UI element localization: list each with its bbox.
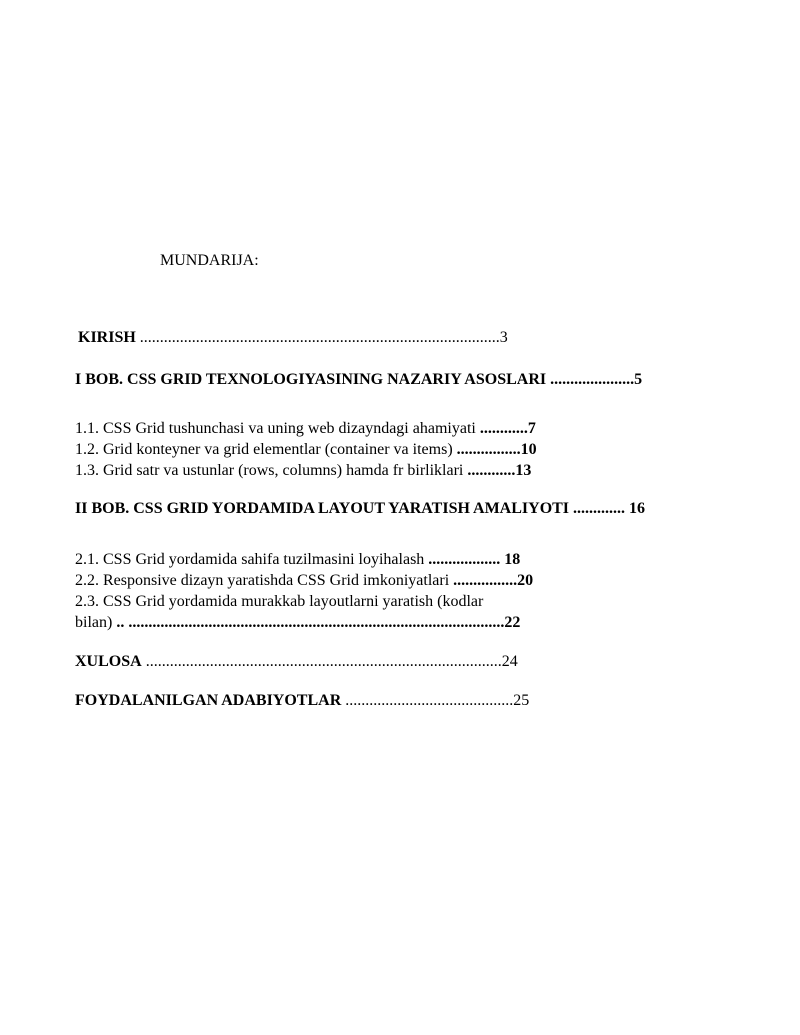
toc-entry-title: I BOB. CSS GRID TEXNOLOGIYASINING NAZARIY ASOSLARI (75, 371, 547, 388)
toc-entry-title: 1.1. CSS Grid tushunchasi va uning web dizayndagi ahamiyati (75, 420, 476, 437)
toc-heading: MUNDARIJA: (160, 252, 259, 269)
toc-entry-title: 2.1. CSS Grid yordamida sahifa tuzilmasini loyihalash (75, 551, 425, 568)
toc-entry-2-2[interactable] (75, 571, 533, 591)
toc-leader-dots: ............ (475, 420, 528, 437)
toc-leader-dots: .......................................................................................... (135, 329, 500, 346)
toc-leader-dots: .. .............................................................................................. (112, 614, 505, 631)
toc-page-number: 10 (520, 441, 537, 458)
toc-entry-2-1[interactable] (75, 550, 520, 570)
toc-page-number: 24 (501, 653, 518, 670)
toc-leader-dots: ............. (569, 500, 626, 517)
toc-leader-dots: ............ (463, 462, 516, 479)
toc-entry-title: 1.2. Grid konteyner va grid elementlar (container va items) (75, 441, 453, 458)
toc-entry-title: 1.3. Grid satr va ustunlar (rows, columns) hamda fr birliklari (75, 462, 464, 479)
toc-leader-dots: ................ (452, 441, 521, 458)
toc-leader-dots: ................ (449, 572, 518, 589)
toc-entry-title: XULOSA (75, 653, 142, 670)
toc-entry-title: FOYDALANILGAN ADABIYOTLAR (75, 692, 342, 709)
toc-leader-dots: ......................................................................................... (141, 653, 502, 670)
toc-page-number: 7 (527, 420, 536, 437)
toc-entry-2-3-continued[interactable] (75, 613, 520, 633)
toc-entry-foydalanilgan-adabiyotlar[interactable] (75, 691, 529, 711)
toc-entry-2-3[interactable] (75, 592, 483, 612)
toc-entry-title: 2.3. CSS Grid yordamida murakkab layoutlarni yaratish (kodlar (75, 593, 484, 610)
toc-leader-dots: .......................................... (341, 692, 514, 709)
toc-leader-dots: ..................... (546, 371, 635, 388)
toc-entry-xulosa[interactable] (75, 652, 518, 672)
toc-page-number: 16 (625, 500, 646, 517)
toc-page-number: 3 (499, 329, 508, 346)
toc-entry-kirish[interactable] (78, 328, 508, 348)
toc-entry-1-2[interactable] (75, 440, 537, 460)
toc-entry-1-1[interactable] (75, 419, 536, 439)
toc-entry-title: 2.2. Responsive dizayn yaratishda CSS Grid imkoniyatlari (75, 572, 450, 589)
toc-entry-bob2[interactable] (75, 499, 645, 519)
toc-page-number: 20 (517, 572, 534, 589)
toc-page-number: 13 (515, 462, 532, 479)
toc-entry-title: KIRISH (78, 329, 136, 346)
toc-leader-dots: .................. (424, 551, 501, 568)
toc-entry-bob1[interactable] (75, 370, 642, 390)
toc-page-number: 25 (513, 692, 530, 709)
toc-entry-title-continued: bilan) (75, 614, 113, 631)
toc-page-number: 5 (634, 371, 643, 388)
toc-entry-title: II BOB. CSS GRID YORDAMIDA LAYOUT YARATISH AMALIYOTI (75, 500, 570, 517)
toc-page-number: 18 (500, 551, 521, 568)
toc-entry-1-3[interactable] (75, 461, 531, 481)
toc-page-number: 22 (504, 614, 521, 631)
